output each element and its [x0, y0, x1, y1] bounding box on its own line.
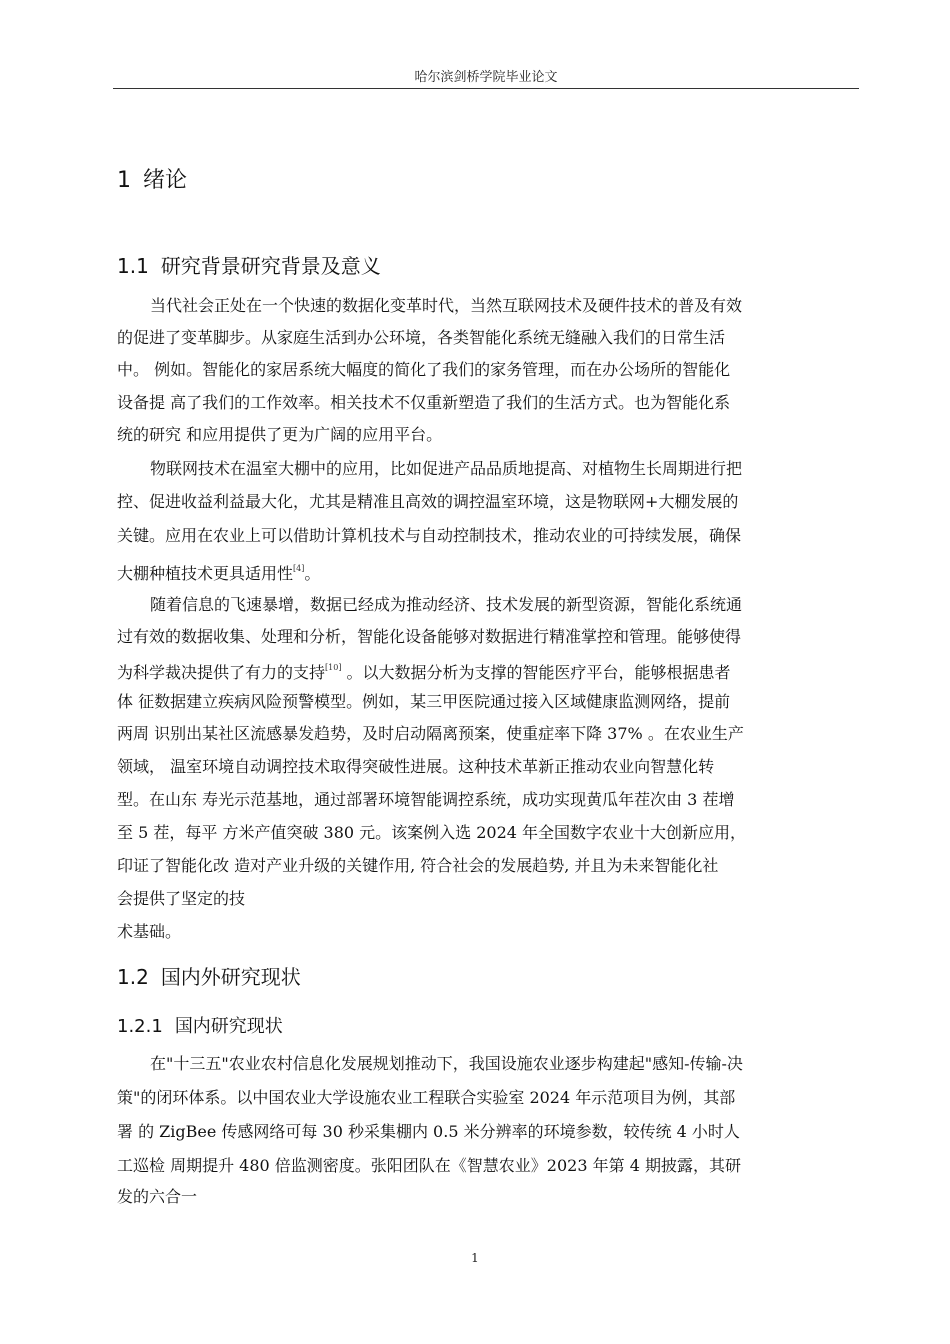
- paragraph-line: [117, 559, 320, 584]
- section-title: 国内外研究现状: [160, 965, 301, 989]
- paragraph-line: 领域， 温室环境自动调控技术取得突破性进展。这种技术革新正推动农业向智慧化转: [117, 757, 715, 776]
- chapter-number: 1: [117, 168, 131, 193]
- paragraph-text: 为科学裁决提供了有力的支持: [117, 663, 326, 682]
- section-number: 1.1: [117, 254, 149, 278]
- paragraph-line: [117, 658, 731, 683]
- subsection-number: 1.2.1: [117, 1016, 163, 1037]
- paragraph-line: 型。在山东 寿光示范基地，通过部署环境智能调控系统，成功实现黄瓜年茬次由 3 茬增: [117, 790, 735, 809]
- page-number: 1: [471, 1251, 479, 1265]
- paragraph-line: 随着信息的飞速暴增，数据已经成为推动经济、技术发展的新型资源，智能化系统通: [150, 595, 743, 614]
- paragraph-line: 中。 例如。智能化的家居系统大幅度的简化了我们的家务管理，而在办公场所的智能化: [117, 360, 731, 379]
- paragraph-line: 术基础。: [117, 922, 182, 941]
- chapter-title: 绪论: [143, 168, 188, 193]
- section-number: 1.2: [117, 965, 149, 989]
- paragraph-line: 关键。应用在农业上可以借助计算机技术与自动控制技术，推动农业的可持续发展，确保: [117, 526, 742, 545]
- paragraph-line: 发的六合一: [117, 1187, 198, 1206]
- section-title: 研究背景研究背景及意义: [160, 254, 381, 278]
- paragraph-text: 。: [304, 564, 321, 583]
- section-heading-1-2: [117, 961, 301, 990]
- paragraph-text: 。以大数据分析为支撑的智能医疗平台，能够根据患者: [341, 663, 731, 682]
- paragraph-line: 印证了智能化改 造对产业升级的关键作用, 符合社会的发展趋势, 并且为未来智能化社: [117, 856, 719, 875]
- paragraph-line: 体 征数据建立疾病风险预警模型。例如，某三甲医院通过接入区域健康监测网络，提前: [117, 692, 731, 711]
- paragraph-line: 会提供了坚定的技: [117, 889, 246, 908]
- paragraph-line: 物联网技术在温室大棚中的应用，比如促进产品品质地提高、对植物生长周期进行把: [150, 459, 743, 478]
- paragraph-line: 两周 识别出某社区流感暴发趋势，及时启动隔离预案，使重症率下降 37% 。在农业生产: [117, 724, 744, 743]
- paragraph-line: 设备提 高了我们的工作效率。相关技术不仅重新塑造了我们的生活方式。也为智能化系: [117, 393, 731, 412]
- paragraph-line: 当代社会正处在一个快速的数据化变革时代，当然互联网技术及硬件技术的普及有效: [150, 296, 743, 315]
- subsection-heading-1-2-1: [117, 1012, 283, 1038]
- running-header: 哈尔滨剑桥学院毕业论文: [414, 70, 558, 85]
- citation-ref: [10]: [325, 663, 342, 672]
- paragraph-line: 署 的 ZigBee 传感网络可每 30 秒采集棚内 0.5 米分辨率的环境参数，较传统 4 小时人: [117, 1122, 740, 1141]
- paragraph-line: 过有效的数据收集、处理和分析，智能化设备能够对数据进行精准掌控和管理。能够使得: [117, 627, 742, 646]
- paragraph-line: 的促进了变革脚步。从家庭生活到办公环境，各类智能化系统无缝融入我们的日常生活: [117, 328, 726, 347]
- paragraph-line: 统的研究 和应用提供了更为广阔的应用平台。: [117, 425, 443, 444]
- subsection-title: 国内研究现状: [174, 1016, 283, 1037]
- section-heading-1-1: [117, 250, 381, 279]
- paragraph-line: 至 5 茬，每平 方米产值突破 380 元。该案例入选 2024 年全国数字农业十大创新应用，: [117, 823, 747, 842]
- paragraph-line: 在"十三五"农业农村信息化发展规划推动下，我国设施农业逐步构建起"感知-传输-决: [150, 1054, 743, 1073]
- paragraph-line: 控、促进收益利益最大化，尤其是精准且高效的调控温室环境，这是物联网+大棚发展的: [117, 492, 739, 511]
- paragraph-text: 大棚种植技术更具适用性: [117, 564, 294, 583]
- header-divider: [113, 88, 859, 89]
- chapter-heading: [117, 163, 187, 194]
- paragraph-line: 工巡检 周期提升 480 倍监测密度。张阳团队在《智慧农业》2023 年第 4 期披露，其研: [117, 1156, 741, 1175]
- citation-ref: [4]: [293, 564, 305, 573]
- paragraph-line: 策"的闭环体系。以中国农业大学设施农业工程联合实验室 2024 年示范项目为例，其部: [117, 1088, 736, 1107]
